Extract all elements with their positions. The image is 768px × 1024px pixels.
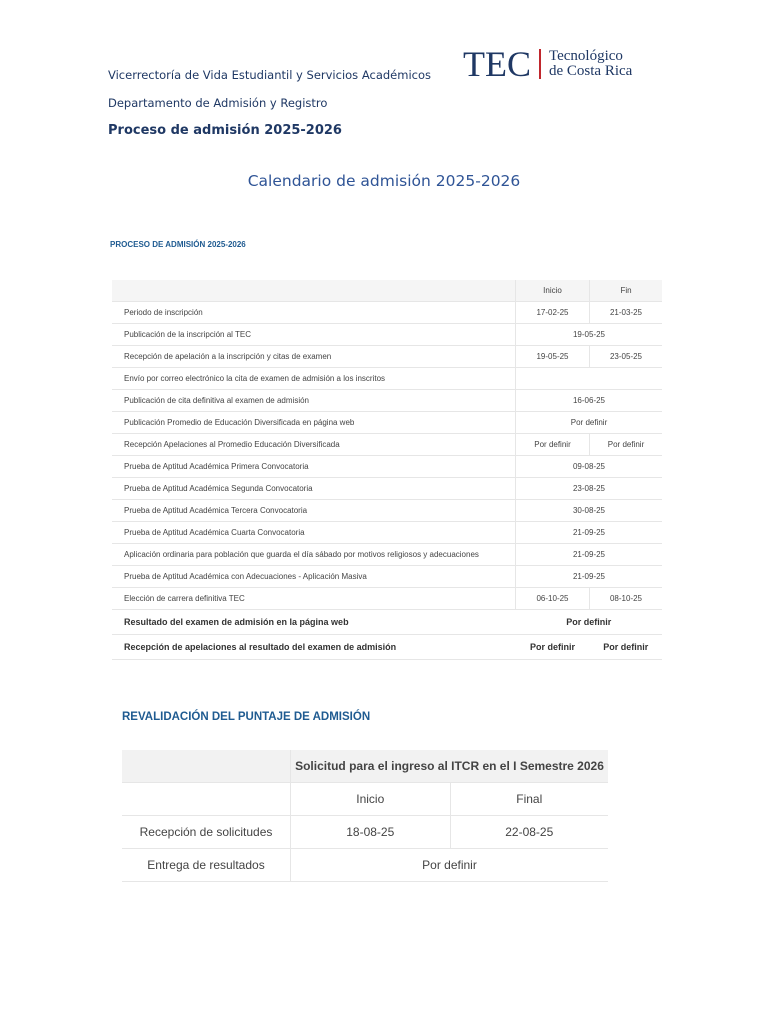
revalidacion-col-inicio: Inicio xyxy=(291,783,451,816)
table-row xyxy=(112,610,662,635)
table-row xyxy=(112,635,662,660)
calendar-row-date: 21-09-25 xyxy=(516,566,663,588)
calendar-row-label: Prueba de Aptitud Académica Primera Convocatoria xyxy=(112,456,516,478)
calendar-row-date: 21-09-25 xyxy=(516,544,663,566)
calendar-row-date: 30-08-25 xyxy=(516,500,663,522)
calendar-row-inicio: Por definir xyxy=(516,434,590,456)
revalidacion-row-label: Recepción de solicitudes xyxy=(122,816,291,849)
table-row xyxy=(112,588,662,610)
table-row xyxy=(112,412,662,434)
tec-logo xyxy=(463,44,632,84)
header-departamento: Departamento de Admisión y Registro xyxy=(108,96,328,110)
table-row xyxy=(112,434,662,456)
revalidacion-section-title: REVALIDACIÓN DEL PUNTAJE DE ADMISIÓN xyxy=(122,711,371,723)
table-row xyxy=(112,390,662,412)
calendar-row-label: Recepción de apelación a la inscripción y citas de examen xyxy=(112,346,516,368)
revalidacion-row-merged: Por definir xyxy=(291,849,609,882)
table-row xyxy=(112,522,662,544)
calendar-row-fin: 23-05-25 xyxy=(590,346,663,368)
logo-line-1: Tecnológico xyxy=(549,48,623,64)
calendar-row-inicio: 17-02-25 xyxy=(516,302,590,324)
table-row xyxy=(112,346,662,368)
revalidacion-subheader-row xyxy=(122,783,608,816)
revalidacion-col-final: Final xyxy=(450,783,608,816)
calendar-row-fin: Por definir xyxy=(590,635,663,660)
calendar-row-label: Publicación de la inscripción al TEC xyxy=(112,324,516,346)
revalidacion-row-inicio: 18-08-25 xyxy=(291,816,451,849)
calendar-row-date: 09-08-25 xyxy=(516,456,663,478)
document-title: Calendario de admisión 2025-2026 xyxy=(247,172,521,190)
revalidacion-row-final: 22-08-25 xyxy=(450,816,608,849)
revalidacion-header-title: Solicitud para el ingreso al ITCR en el I Semestre 2026 xyxy=(291,750,609,783)
calendar-header-row xyxy=(112,280,662,302)
calendar-row-date: 16-06-25 xyxy=(516,390,663,412)
calendar-row-label: Recepción Apelaciones al Promedio Educación Diversificada xyxy=(112,434,516,456)
calendar-row-label: Envío por correo electrónico la cita de examen de admisión a los inscritos xyxy=(112,368,516,390)
admission-calendar-table xyxy=(112,280,662,660)
table-row xyxy=(122,816,608,849)
calendar-row-date: 23-08-25 xyxy=(516,478,663,500)
calendar-row-label: Periodo de inscripción xyxy=(112,302,516,324)
calendar-row-label: Recepción de apelaciones al resultado del examen de admisión xyxy=(112,635,516,660)
header-proceso: Proceso de admisión 2025-2026 xyxy=(108,123,342,138)
table-row xyxy=(112,544,662,566)
calendar-row-date: 19-05-25 xyxy=(516,324,663,346)
calendar-row-date: Por definir xyxy=(516,610,663,635)
logo-wordmark xyxy=(549,49,632,79)
calendar-row-date: Por definir xyxy=(516,412,663,434)
calendar-row-label: Publicación Promedio de Educación Diversificada en página web xyxy=(112,412,516,434)
table-row xyxy=(112,456,662,478)
logo-line-2: de Costa Rica xyxy=(549,63,633,79)
calendar-col-fin: Fin xyxy=(590,280,663,302)
calendar-row-inicio: Por definir xyxy=(516,635,590,660)
calendar-row-fin: 21-03-25 xyxy=(590,302,663,324)
calendar-row-inicio: 19-05-25 xyxy=(516,346,590,368)
calendar-row-date xyxy=(516,368,663,390)
table-row xyxy=(112,500,662,522)
table-row xyxy=(112,324,662,346)
calendar-row-date: 21-09-25 xyxy=(516,522,663,544)
logo-mark: TEC xyxy=(463,44,531,84)
calendar-row-label: Elección de carrera definitiva TEC xyxy=(112,588,516,610)
calendar-row-label: Prueba de Aptitud Académica Tercera Convocatoria xyxy=(112,500,516,522)
revalidacion-table xyxy=(122,750,608,882)
calendar-row-label: Publicación de cita definitiva al examen de admisión xyxy=(112,390,516,412)
calendar-row-fin: 08-10-25 xyxy=(590,588,663,610)
table-row xyxy=(122,849,608,882)
revalidacion-row-label: Entrega de resultados xyxy=(122,849,291,882)
revalidacion-header-row xyxy=(122,750,608,783)
logo-divider xyxy=(539,49,541,79)
table-row xyxy=(112,302,662,324)
header-vicerrectoria: Vicerrectoría de Vida Estudiantil y Servicios Académicos xyxy=(108,68,431,82)
calendar-row-fin: Por definir xyxy=(590,434,663,456)
table-row xyxy=(112,566,662,588)
calendar-col-inicio: Inicio xyxy=(516,280,590,302)
calendar-header-empty xyxy=(112,280,516,302)
calendar-row-label: Aplicación ordinaria para población que guarda el día sábado por motivos religiosos y adecuaciones xyxy=(112,544,516,566)
revalidacion-header-empty xyxy=(122,750,291,783)
revalidacion-subheader-empty xyxy=(122,783,291,816)
calendar-row-inicio: 06-10-25 xyxy=(516,588,590,610)
calendar-row-label: Prueba de Aptitud Académica con Adecuaciones - Aplicación Masiva xyxy=(112,566,516,588)
table-row xyxy=(112,368,662,390)
calendar-row-label: Prueba de Aptitud Académica Segunda Convocatoria xyxy=(112,478,516,500)
table-row xyxy=(112,478,662,500)
calendar-section-title: PROCESO DE ADMISIÓN 2025-2026 xyxy=(110,240,246,249)
calendar-row-label: Prueba de Aptitud Académica Cuarta Convocatoria xyxy=(112,522,516,544)
calendar-row-label: Resultado del examen de admisión en la página web xyxy=(112,610,516,635)
